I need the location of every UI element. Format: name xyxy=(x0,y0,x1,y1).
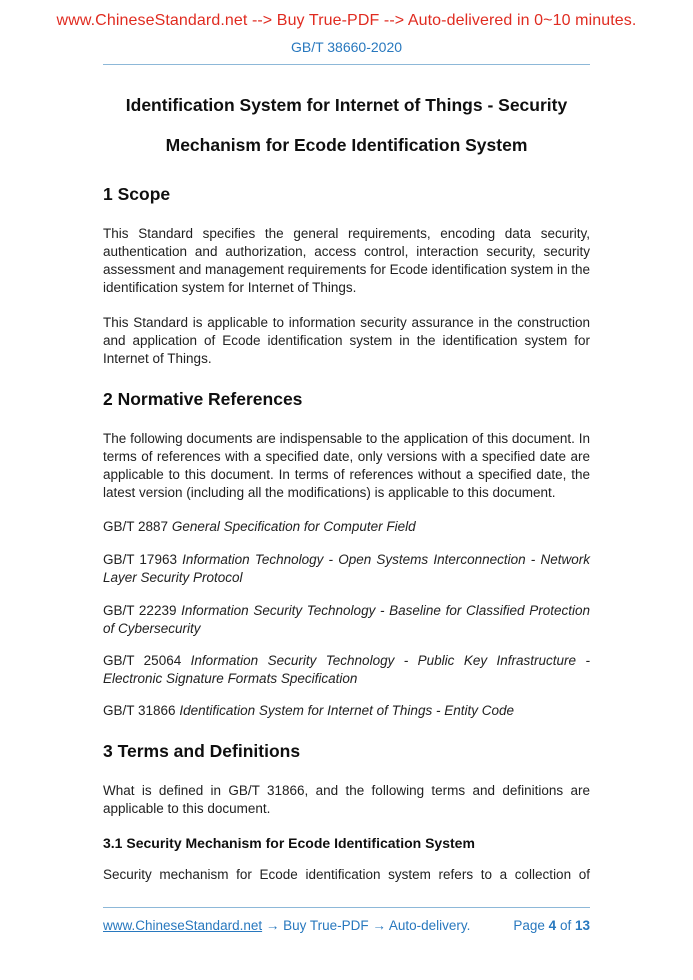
page-footer xyxy=(103,907,590,933)
reference-code: GB/T 31866 xyxy=(103,703,176,718)
terms-intro-paragraph: What is defined in GB/T 31866, and the following terms and definitions are applicable to this document. xyxy=(103,783,590,816)
reference-title: General Specification for Computer Field xyxy=(171,519,416,534)
section-heading-scope: 1 Scope xyxy=(103,184,171,204)
header-divider xyxy=(103,64,590,65)
subsection-heading-3-1: 3.1 Security Mechanism for Ecode Identification System xyxy=(103,835,475,851)
reference-code: GB/T 25064 xyxy=(103,653,182,668)
reference-title: Identification System for Internet of Things - Entity Code xyxy=(179,703,514,718)
standard-number: GB/T 38660-2020 xyxy=(290,39,403,55)
normative-references-intro: The following documents are indispensable to the application of this document. In terms of references with a specified date, only versions with a specified date are applicable to this document. In terms of references without a specified date, the latest version (including all the modifications) is applicable to this document. xyxy=(103,431,590,500)
scope-paragraph-1: This Standard specifies the general requirements, encoding data security, authentication and authorization, access control, interaction security, security assessment and management requirements for Ecode identification system in the identification system for Internet of Things. xyxy=(103,226,591,295)
reference-item xyxy=(103,551,590,587)
document-title-line1: Identification System for Internet of Things - Security xyxy=(125,95,568,115)
section-heading-terms-definitions: 3 Terms and Definitions xyxy=(103,741,301,761)
reference-item xyxy=(103,518,590,536)
reference-item xyxy=(103,602,590,638)
section-heading-normative-references: 2 Normative References xyxy=(103,389,303,409)
reference-title: Information Security Technology - Baseline for Classified Protection of Cybersecurity xyxy=(103,603,590,636)
page-label: Page xyxy=(513,918,545,933)
document-title xyxy=(90,95,603,155)
footer-delivery-text: → Buy True-PDF → Auto-delivery. xyxy=(265,918,471,933)
reference-title: Information Security Technology - Public Key Infrastructure - Electronic Signature Formats Specification xyxy=(103,653,590,686)
reference-item xyxy=(103,652,590,688)
reference-code: GB/T 17963 xyxy=(103,552,177,567)
reference-code: GB/T 22239 xyxy=(103,603,177,618)
page-total: 13 xyxy=(574,918,590,933)
promo-banner: www.ChineseStandard.net --> Buy True-PDF --> Auto-delivered in 0~10 minutes. xyxy=(56,12,637,29)
footer-delivery-line xyxy=(103,918,470,933)
footer-site-link[interactable]: www.ChineseStandard.net xyxy=(103,918,263,933)
page-of-label: of xyxy=(559,918,572,933)
page-indicator xyxy=(513,918,590,933)
reference-item xyxy=(103,702,590,720)
scope-paragraph-2: This Standard is applicable to information security assurance in the construction and application of Ecode identification system in the identification system for Internet of Things. xyxy=(103,315,590,366)
term-definition-paragraph: Security mechanism for Ecode identification system refers to a collection of xyxy=(103,867,590,882)
reference-code: GB/T 2887 xyxy=(103,519,169,534)
reference-title: Information Technology - Open Systems Interconnection - Network Layer Security Protocol xyxy=(103,552,590,585)
page-current: 4 xyxy=(548,918,557,933)
document-title-line2: Mechanism for Ecode Identification System xyxy=(165,135,528,155)
